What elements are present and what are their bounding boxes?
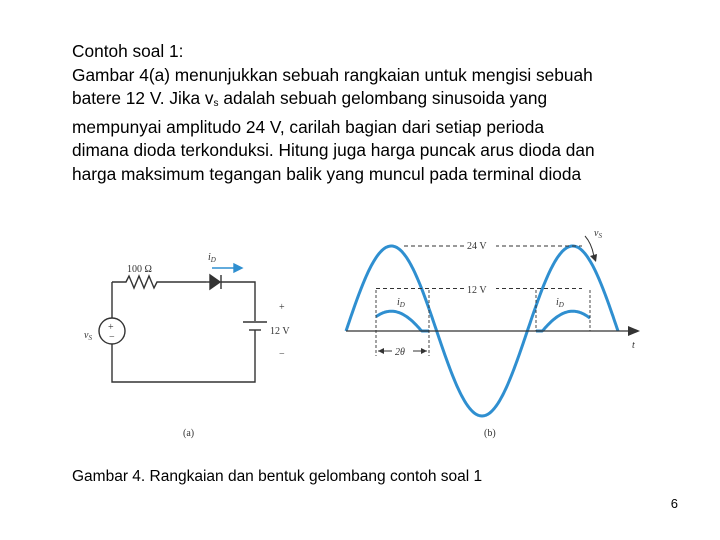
source-plus: + (108, 322, 114, 333)
conduction-angle-label: 2θ (395, 347, 405, 358)
battery-minus: − (279, 349, 285, 360)
circuit-diagram (99, 264, 267, 382)
problem-title: Contoh soal 1: (72, 41, 184, 61)
diode-current-label-2: $i_D$ (556, 297, 564, 309)
level-12v-label: 12 V (467, 285, 487, 296)
source-label: $v_S$ (84, 330, 92, 342)
page-number: 6 (670, 496, 678, 511)
diode-current-label-1: $i_D$ (397, 297, 405, 309)
figure-caption: Gambar 4. Rangkaian dan bentuk gelombang contoh soal 1 (72, 468, 483, 485)
diode-current-pulse-1 (376, 311, 429, 331)
level-24v-label: 24 V (467, 241, 487, 252)
resistor-wire (112, 276, 206, 288)
current-arrowhead (234, 264, 242, 272)
source-minus: − (109, 332, 115, 343)
time-axis-label: t (632, 340, 635, 351)
waveform-caption: (b) (484, 428, 496, 439)
problem-line-2-pre: batere 12 V. Jika v (72, 88, 214, 108)
problem-line-3: mempunyai amplitudo 24 V, carilah bagian dari setiap perioda (72, 116, 545, 137)
time-axis-arrowhead (628, 326, 640, 336)
problem-line-1: Gambar 4(a) menunjukkan sebuah rangkaian untuk mengisi sebuah (72, 64, 593, 85)
resistor-label: 100 Ω (127, 264, 152, 275)
vs-subscript: s (213, 98, 219, 109)
diode-symbol (210, 275, 220, 289)
problem-line-5: harga maksimum tegangan balik yang muncul pada terminal dioda (72, 163, 582, 184)
bottom-wire (112, 338, 255, 382)
vs-label: $v_S$ (594, 228, 602, 240)
battery-label: 12 V (270, 326, 290, 337)
waveform-plot (346, 236, 640, 416)
right-wire-top (221, 282, 255, 321)
battery-plus: + (279, 302, 285, 313)
problem-line-4: dimana dioda terkonduksi. Hitung juga harga puncak arus dioda dan (72, 140, 595, 160)
circuit-caption: (a) (183, 428, 195, 439)
diode-current-pulse-2 (536, 311, 590, 331)
current-label: $i_D$ (208, 252, 216, 264)
problem-line-2-post: adalah sebuah gelombang sinusoida yang (218, 88, 548, 108)
